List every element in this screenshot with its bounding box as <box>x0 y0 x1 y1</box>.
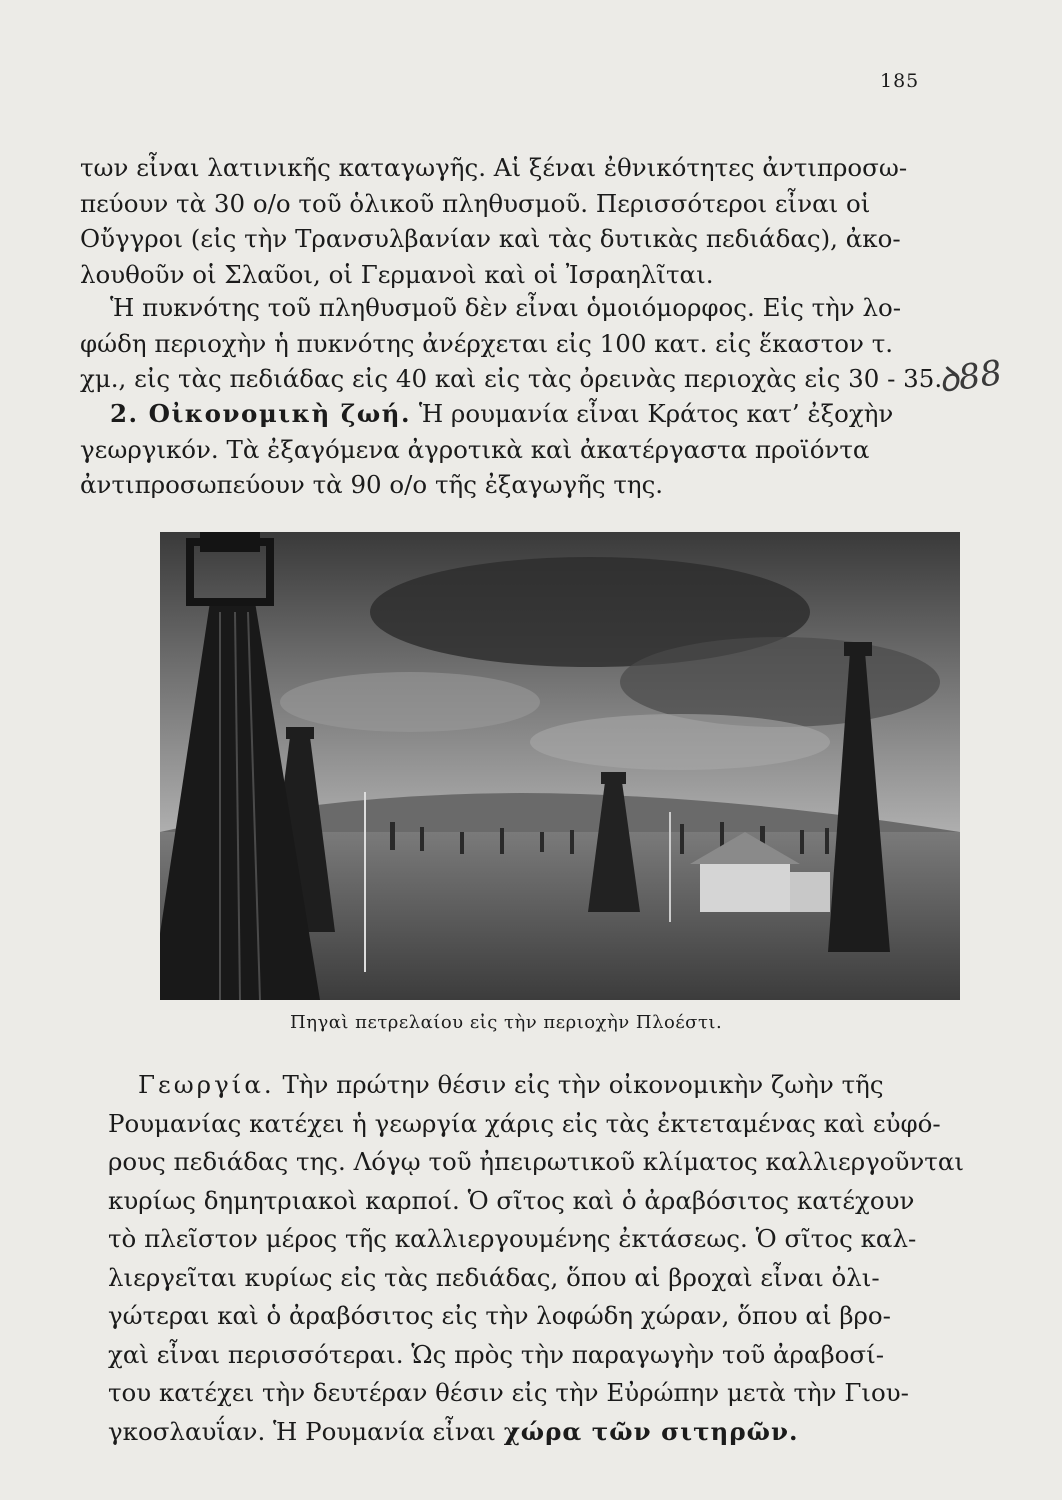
section-heading-line <box>80 396 940 432</box>
text-line: κυρίως δημητριακοὶ καρποί. Ὁ σῖτος καὶ ὁ ἀραβόσιτος κατέχουν <box>108 1185 915 1215</box>
paragraph-lead: Γεωργία. <box>138 1070 275 1099</box>
handwritten-margin-note: ꝺ88 <box>935 352 1005 402</box>
text-span: γκοσλαυΐαν. Ἡ Ρουμανία εἶναι <box>108 1416 496 1446</box>
text-line: Οὔγγροι (εἰς τὴν Τρανσυλβανίαν καὶ τὰς δυτικὰς πεδιάδας), ἀκο- <box>80 224 901 253</box>
text-line: λιεργεῖται κυρίως εἰς τὰς πεδιάδας, ὅπου αἱ βροχαὶ εἶναι ὀλι- <box>108 1262 880 1292</box>
text-line: πεύουν τὰ 30 ο/ο τοῦ ὁλικοῦ πληθυσμοῦ. Περισσότεροι εἶναι οἱ <box>80 188 871 218</box>
last-text-line <box>108 1413 954 1452</box>
oil-wells-photograph <box>160 532 960 1000</box>
section-heading: 2. Οἰκονομικὴ ζωή. <box>110 399 412 428</box>
text-line: Ρουμανίας κατέχει ἡ γεωργία χάρις εἰς τὰς ἐκτεταμένας καὶ εὐφό- <box>108 1108 941 1138</box>
text-span: Τὴν πρώτην θέσιν εἰς τὴν οἰκονομικὴν ζωὴν τῆς <box>282 1070 884 1099</box>
emphasis-text: χώρα τῶν σιτηρῶν. <box>503 1416 799 1446</box>
paragraph-lead-line <box>108 1066 954 1105</box>
text-line: χαὶ εἶναι περισσότεραι. Ὡς πρὸς τὴν παραγωγὴν τοῦ ἀραβοσί- <box>108 1339 885 1369</box>
paragraph-agriculture <box>108 1066 965 1451</box>
text-line: λουθοῦν οἱ Σλαῦοι, οἱ Γερμανοὶ καὶ οἱ Ἰσραηλῖται. <box>80 259 714 289</box>
text-line: γεωργικόν. Τὰ ἐξαγόμενα ἀγροτικὰ καὶ ἀκατέργαστα προϊόντα <box>80 434 870 464</box>
text-line: τὸ πλεῖστον μέρος τῆς καλλιεργουμένης ἐκτάσεως. Ὁ σῖτος καλ- <box>108 1224 917 1253</box>
text-span: Ἡ ρουμανία εἶναι Κράτος κατ’ ἐξοχὴν <box>418 399 894 428</box>
section-economic-life <box>80 396 940 503</box>
paragraph-density <box>80 290 943 397</box>
photo-illustration <box>160 532 960 1000</box>
text-line: φώδη περιοχὴν ἡ πυκνότης ἀνέρχεται εἰς 100 κατ. εἰς ἕκαστον τ. <box>80 328 894 358</box>
text-line: χμ., εἰς τὰς πεδιάδας εἰς 40 καὶ εἰς τὰς ὀρεινὰς περιοχὰς εἰς 30 - 35. <box>80 364 943 393</box>
text-line: Ἡ πυκνότης τοῦ πληθυσμοῦ δὲν εἶναι ὁμοιόμορφος. Εἰς τὴν λο- <box>110 293 902 322</box>
text-line: του κατέχει τὴν δευτέραν θέσιν εἰς τὴν Εὐρώπην μετὰ τὴν Γιου- <box>108 1378 909 1407</box>
paragraph-population <box>80 150 940 292</box>
text-line: γώτεραι καὶ ὁ ἀραβόσιτος εἰς τὴν λοφώδη χώραν, ὅπου αἱ βρο- <box>108 1301 891 1330</box>
text-line: ἀντιπροσωπεύουν τὰ 90 ο/ο τῆς ἐξαγωγῆς της. <box>80 470 664 499</box>
text-line: ρους πεδιάδας της. Λόγῳ τοῦ ἠπειρωτικοῦ κλίματος καλλιεργοῦνται <box>108 1147 965 1176</box>
page-number: 185 <box>880 70 920 92</box>
figure-caption: Πηγαὶ πετρελαίου εἰς τὴν περιοχὴν Πλοέστι. <box>290 1012 723 1033</box>
text-line: των εἶναι λατινικῆς καταγωγῆς. Αἱ ξέναι ἐθνικότητες ἀντιπροσω- <box>80 153 908 182</box>
